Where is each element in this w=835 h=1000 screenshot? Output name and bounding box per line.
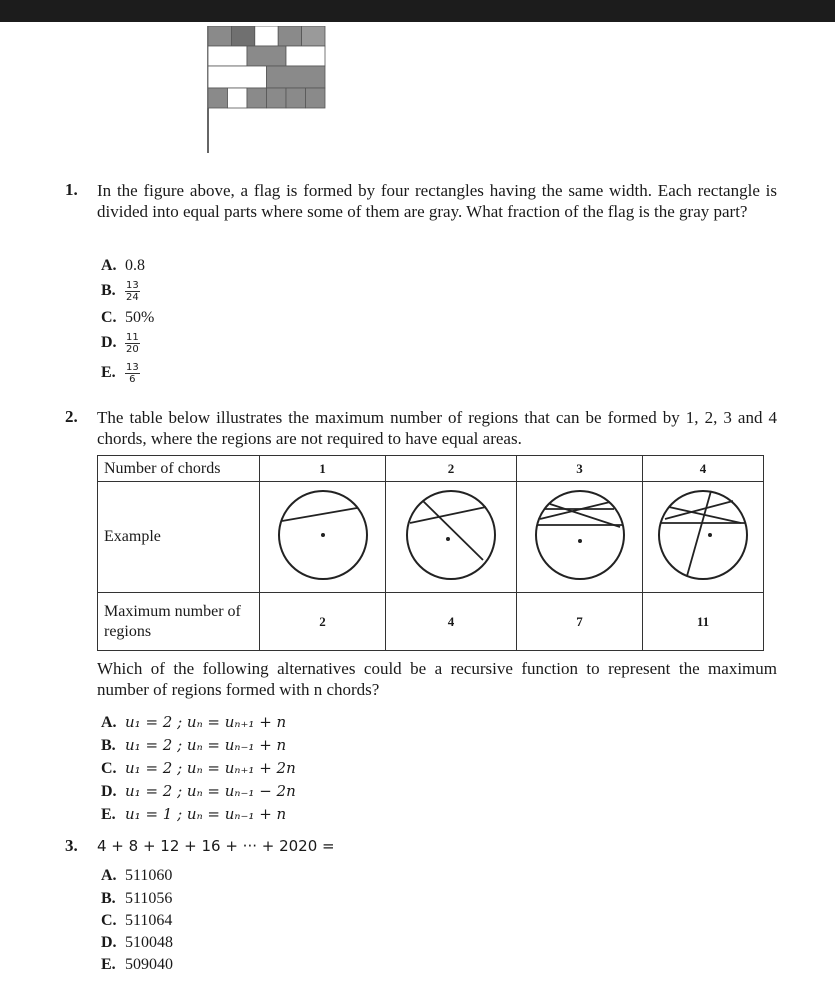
q3-option-e[interactable]: E. 509040: [101, 956, 173, 973]
circle-3-chords: [517, 482, 643, 593]
circle-2-chords: [386, 482, 517, 593]
fraction: $\frac{13}{6}$: [126, 362, 139, 385]
flag-row-3: [208, 66, 325, 88]
q2-option-a[interactable]: A. u₁ = 2 ; uₙ = uₙ₊₁ + n: [101, 713, 287, 731]
circle-diagram-3: [530, 485, 630, 585]
table-header-label: Number of chords: [98, 456, 260, 482]
flag-row-1: [208, 26, 325, 46]
circle-diagram-1: [273, 485, 373, 585]
chords-3: 3: [517, 456, 643, 482]
q2-option-d[interactable]: D. u₁ = 2 ; uₙ = uₙ₋₁ − 2n: [101, 782, 296, 800]
q3-option-b[interactable]: B. 511056: [101, 890, 173, 907]
fraction: $\frac{13}{24}$: [126, 280, 139, 303]
q2-question: Which of the following alternatives could be a recursive function to represent the maximum number of regions formed with n chords?: [97, 659, 777, 699]
q1-option-c[interactable]: C. 50%: [101, 309, 155, 326]
q2-option-c[interactable]: C. u₁ = 2 ; uₙ = uₙ₊₁ + 2n: [101, 759, 296, 777]
q1-option-b[interactable]: B. $\frac{13}{24}$: [101, 280, 139, 303]
regions-4: 11: [643, 593, 764, 651]
q3-number: 3.: [65, 836, 78, 855]
q1-option-d[interactable]: D. $\frac{11}{20}$: [101, 332, 139, 355]
window-top-bar: [0, 0, 835, 22]
q1-text: In the figure above, a flag is formed by four rectangles having the same width. Each rectangle is divided into equal parts where some of them are gray. What fraction of the flag is the gray part?: [97, 181, 777, 221]
q2-option-b[interactable]: B. u₁ = 2 ; uₙ = uₙ₋₁ + n: [101, 736, 287, 754]
q2-text: The table below illustrates the maximum number of regions that can be formed by 1, 2, 3 and 4 chords, where the regions are not required to have equal areas.: [97, 408, 777, 448]
circle-4-chords: [643, 482, 764, 593]
chords-4: 4: [643, 456, 764, 482]
q1-number: 1.: [65, 180, 78, 199]
q2-option-e[interactable]: E. u₁ = 1 ; uₙ = uₙ₋₁ + n: [101, 805, 287, 823]
regions-3: 7: [517, 593, 643, 651]
circle-diagram-4: [653, 485, 753, 585]
flag-row-2: [208, 46, 325, 66]
chords-2: 2: [386, 456, 517, 482]
table-regions-label: Maximum number of regions: [98, 593, 260, 651]
q1-option-a[interactable]: A. 0.8: [101, 257, 145, 274]
table-example-label: Example: [98, 482, 260, 593]
circle-diagram-2: [401, 485, 501, 585]
circle-1-chord: [260, 482, 386, 593]
fraction: $\frac{11}{20}$: [126, 332, 139, 355]
flag-figure: [207, 26, 329, 154]
q2-number: 2.: [65, 407, 78, 426]
chords-1: 1: [260, 456, 386, 482]
q3-option-d[interactable]: D. 510048: [101, 934, 173, 951]
q1-option-e[interactable]: E. $\frac{13}{6}$: [101, 362, 139, 385]
chords-table: [97, 455, 764, 651]
q3-option-c[interactable]: C. 511064: [101, 912, 173, 929]
flag-row-4: [208, 88, 325, 108]
regions-1: 2: [260, 593, 386, 651]
q3-text: 4 + 8 + 12 + 16 + ··· + 2020 =: [97, 837, 335, 855]
regions-2: 4: [386, 593, 517, 651]
q3-option-a[interactable]: A. 511060: [101, 867, 173, 884]
